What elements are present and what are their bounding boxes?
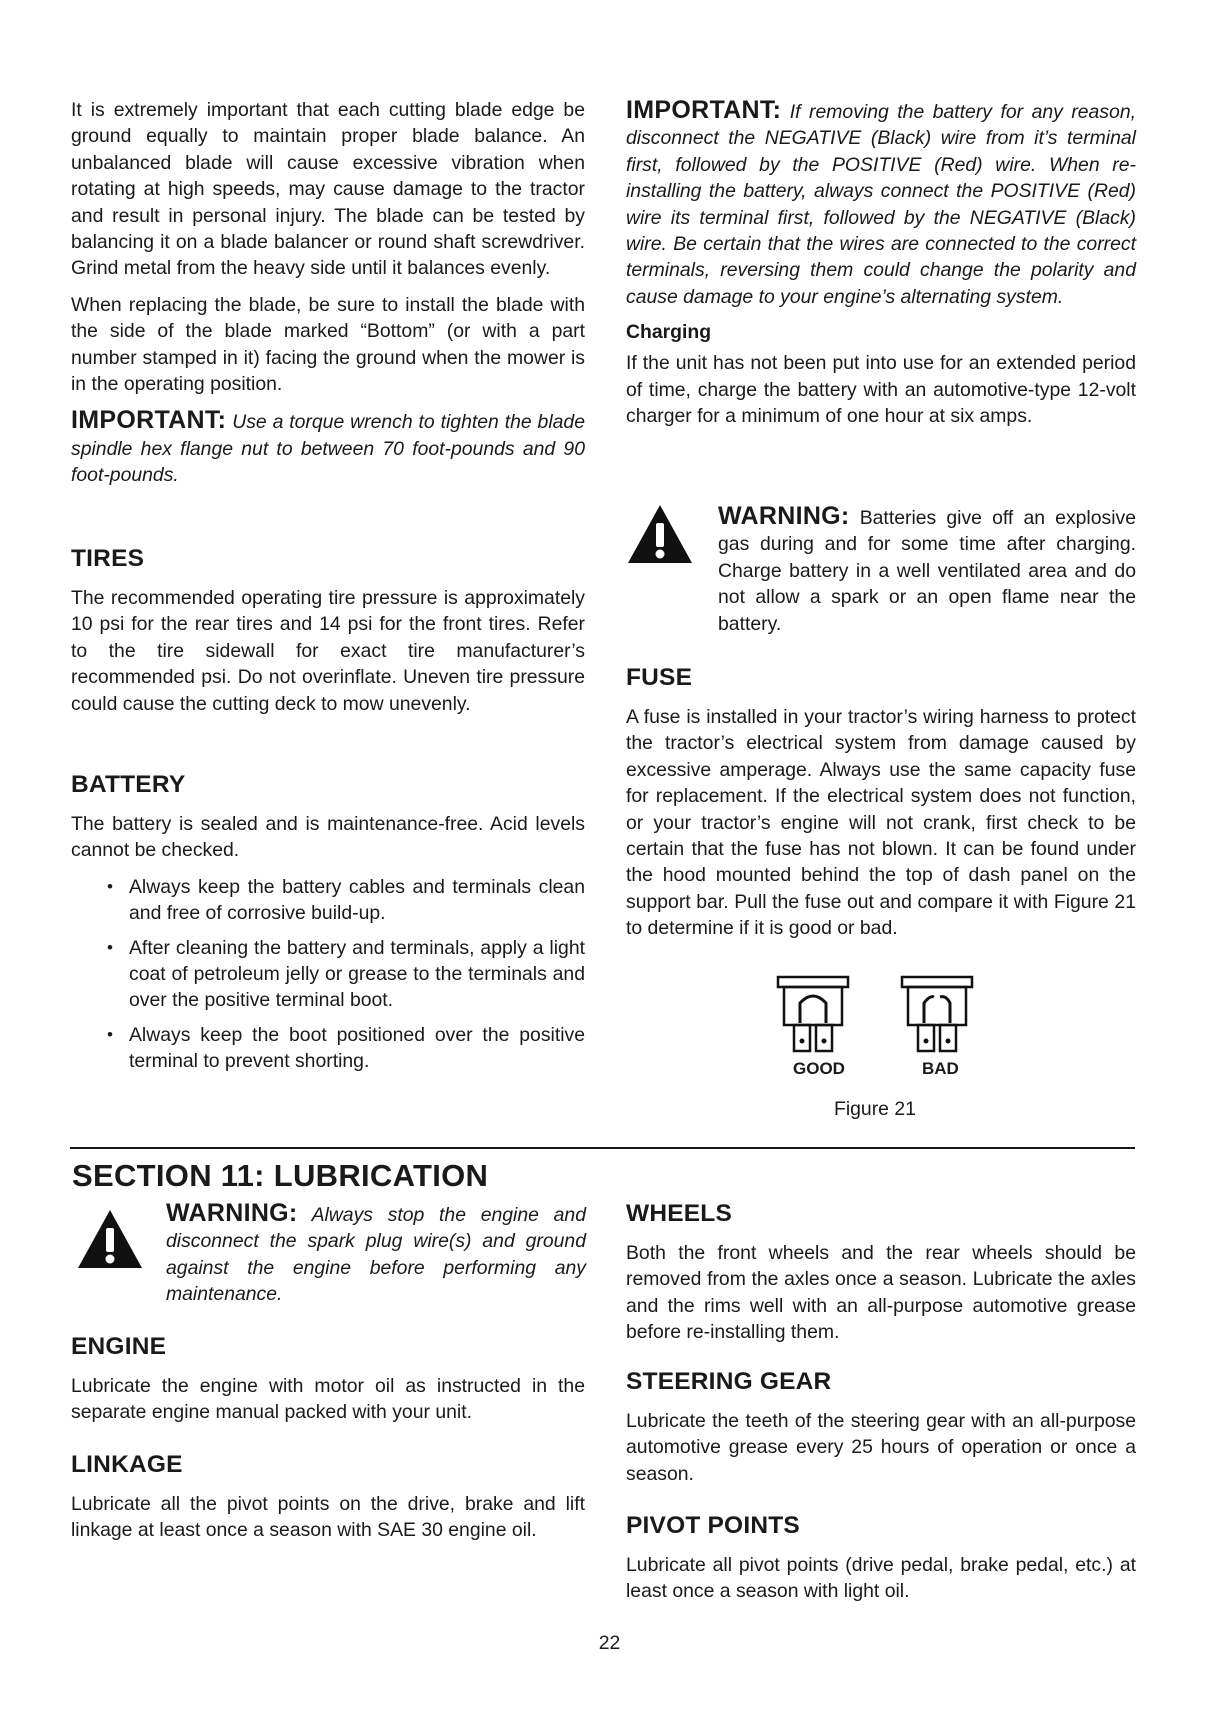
good-label: GOOD [793,1059,845,1078]
page-number: 22 [598,1632,621,1654]
bad-fuse-icon [902,977,972,1051]
linkage-heading: LINKAGE [71,1451,183,1478]
important-text: Use a torque wrench to tighten the blade spindle hex flange nut to between 70 foot-pounds and 90 foot-pounds. [71,411,586,487]
bullet-text: After cleaning the battery and terminals, apply a light coat of petroleum jelly or grease to the terminals and over the positive terminal boot. [129,936,585,1012]
left-column-top [71,97,585,499]
wheels-heading: WHEELS [626,1200,733,1227]
right-column-top [626,97,1136,439]
engine-heading: ENGINE [71,1333,167,1360]
warning-text-block [718,503,1136,637]
battery-warning [626,503,1136,637]
warning-label: WARNING: [166,1199,298,1227]
important-label: IMPORTANT: [626,96,782,124]
blade-balance-paragraph: It is extremely important that each cutting blade edge be ground equally to maintain proper blade balance. An unbalanced blade will cause excessive vibration when rotating at high speeds, may cause damage to the tractor and result in personal injury. The blade can be tested by balancing it on a blade balancer or round shaft screwdriver. Grind metal from the heavy side until it balances evenly. [71,99,585,280]
figure-caption: Figure 21 [834,1098,916,1120]
section-title: SECTION 11: LUBRICATION [72,1158,489,1193]
linkage-text: Lubricate all the pivot points on the drive, brake and lift linkage at least once a season with SAE 30 engine oil. [71,1493,585,1542]
torque-important-note [71,407,585,488]
steering-section [626,1368,1136,1497]
pivot-text: Lubricate all pivot points (drive pedal, brake pedal, etc.) at least once a season with light oil. [626,1554,1136,1603]
important-label: IMPORTANT: [71,406,227,435]
good-fuse-icon [778,977,848,1051]
bullet-text: Always keep the boot positioned over the positive terminal to prevent shorting. [129,1023,585,1073]
tires-heading: TIRES [71,545,145,572]
bullet-glyph: • [107,1024,113,1044]
battery-section [71,771,585,1083]
lubrication-warning [76,1200,586,1308]
wheels-text: Both the front wheels and the rear wheels should be removed from the axles once a season. Lubricate the axles and the rims well with an all-purpose automotive grease before re-installing them. [626,1242,1136,1344]
fuse-text: A fuse is installed in your tractor’s wiring harness to protect the tractor’s electrical system from damage caused by excessive amperage. Always use the same capacity fuse for replacement. If the electrical system does not function, or your tractor’s engine will not crank, first check to be certain that the fuse has not blown. It can be found under the hood mounted behind the top of dash panel on the support bar. Pull the fuse out and compare it with Figure 21 to determine if it is good or bad. [626,706,1136,940]
tires-text: The recommended operating tire pressure is approximately 10 psi for the rear tires and 14 psi for the front tires. Refer to the tire sidewall for exact tire manufacturer’s recommended psi. Do not overinflate. Uneven tire pressure could cause the cutting deck to mow unevenly. [71,587,585,715]
battery-important-note [626,97,1136,310]
battery-heading: BATTERY [71,771,186,798]
pivot-heading: PIVOT POINTS [626,1512,800,1539]
warning-text: Always stop the engine and disconnect the spark plug wire(s) and ground against the engine before performing any maintenance. [166,1204,586,1306]
engine-section [71,1333,585,1436]
bullet-glyph: • [107,937,113,957]
wheels-section [626,1200,1136,1356]
battery-text: The battery is sealed and is maintenance-free. Acid levels cannot be checked. [71,813,585,862]
list-item [71,935,585,1014]
warning-icon [626,503,694,565]
warning-text: Batteries give off an explosive gas during and for some time after charging. Charge battery in a well ventilated area and do not allow a spark or an open flame near the battery. [718,507,1137,635]
engine-text: Lubricate the engine with motor oil as instructed in the separate engine manual packed with your unit. [71,1375,585,1424]
blade-replace-paragraph: When replacing the blade, be sure to install the blade with the side of the blade marked “Bottom” (or with a part number stamped in it) facing the ground when the mower is in the operating position. [71,293,585,396]
steering-heading: STEERING GEAR [626,1368,832,1395]
list-item [71,874,585,927]
linkage-section [71,1451,585,1554]
bad-label: BAD [922,1059,959,1078]
bullet-glyph: • [107,876,113,896]
section-divider [70,1147,1135,1149]
tires-section [71,545,585,727]
fuse-heading: FUSE [626,664,693,691]
warning-icon [76,1208,144,1270]
fuse-figure [776,975,986,1067]
list-item [71,1022,585,1075]
steering-text: Lubricate the teeth of the steering gear with an all-purpose automotive grease every 25 hours of operation or once a season. [626,1410,1136,1485]
battery-bullet-list [71,874,585,1075]
important-text: If removing the battery for any reason, disconnect the NEGATIVE (Black) wire from it’s terminal first, followed by the POSITIVE (Red) wire. When re-installing the battery, always connect the POSITIVE (Red) wire its terminal first, followed by the NEGATIVE (Black) wire. Be certain that the wires are connected to the correct terminals, reversing them could change the polarity and cause damage to your engine’s alternating system. [626,101,1136,308]
bullet-text: Always keep the battery cables and terminals clean and free of corrosive build-up. [129,875,585,925]
charging-text: If the unit has not been put into use for an extended period of time, charge the battery with an automotive-type 12-volt charger for a minimum of one hour at six amps. [626,352,1136,428]
fuse-section [626,664,1136,952]
charging-heading: Charging [626,321,712,344]
warning-text-block [166,1200,586,1308]
warning-label: WARNING: [718,502,850,530]
pivot-section [626,1512,1136,1615]
